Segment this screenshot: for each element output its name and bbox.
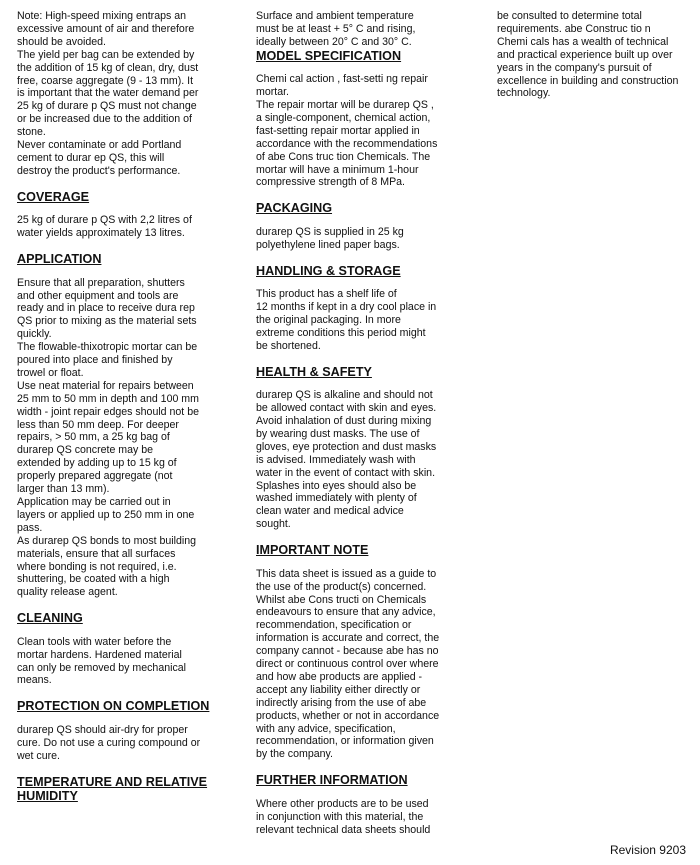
cleaning-text: Clean tools with water before the mortar hardens. Hardened material can only be removed by mechanical means. — [17, 635, 187, 687]
application-text: Ensure that all preparation, shutters and other equipment and tools are ready and in place to receive dura rep QS prior to mixing as the material sets quickly. The flowable-thixotropic mortar can be poured into place and finished by trowel or float. Use neat material for repairs between 25 mm to 50 mm in depth and 100 mm width - joint repair edges should not be less than 50 mm deep. For deeper repairs, > 50 mm, a 25 kg bag of durarep QS concrete may be extended by adding up to 15 kg of properly prepared aggregate (not larger than 13 mm). Application may be carried out in layers or applied up to 250 mm in one pass. As durarep QS bonds to most building materials, ensure that all surfaces where bonding is not required, i.e. shuttering, be coated with a high quality release agent. — [17, 276, 199, 599]
intro-note-text: Note: High-speed mixing entraps an excessive amount of air and therefore should be avoided. The yield per bag can be extended by the addition of 15 kg of clean, dry, dust free, coarse aggregate (9 - 13 mm). It is important that the water demand per 25 kg of durare p QS must not change or be increased due to the addition of stone. Never contaminate or add Portland cement to durar ep QS, this will destroy the product's performance. — [17, 10, 199, 177]
model-specification-text: Chemi cal action , fast-setti ng repair mortar. The repair mortar will be durarep QS , a single-component, chemical action, fast-setting repair mortar applied in accordance with the recommendations of abe Cons truc tion Chemicals. The mortar will have a minimum 1-hour compressive strength of 8 MPa. — [256, 73, 438, 189]
column-right — [497, 10, 693, 100]
packaging-text: durarep QS is supplied in 25 kg polyethylene lined paper bags. — [256, 225, 404, 251]
packaging-heading: PACKAGING — [256, 201, 333, 216]
cleaning-heading: CLEANING — [17, 611, 83, 626]
column-left — [17, 10, 231, 804]
protection-text: durarep QS should air-dry for proper cure. Do not use a curing compound or wet cure. — [17, 723, 201, 762]
temperature-heading: TEMPERATURE AND RELATIVE HUMIDITY — [17, 774, 208, 804]
coverage-heading: COVERAGE — [17, 189, 90, 204]
handling-storage-heading: HANDLING & STORAGE — [256, 263, 401, 278]
revision-label: Revision 9203 — [609, 843, 686, 857]
important-note-text: This data sheet is issued as a guide to the use of the product(s) concerned. Whilst abe Cons tructi on Chemicals endeavours to ensure that any advice, recommendation, specification or information is accurate and correct, the company cannot - because abe has no direct or continuous control over where and how abe products are applied - accept any liability either directly or indirectly arising from the use of abe products, whether or not in accordance with any advice, specification, recommendation, or information given by the company. — [256, 567, 440, 761]
further-information-text-continued: be consulted to determine total requirements. abe Construc tio n Chemi cals has a wealth of technical and practical experience built up over years in the company's pursuit of excellence in building and construction technology. — [497, 10, 679, 100]
coverage-text: 25 kg of durare p QS with 2,2 litres of water yields approximately 13 litres. — [17, 214, 192, 240]
model-specification-heading: MODEL SPECIFICATION — [256, 48, 402, 63]
column-middle — [256, 10, 478, 837]
health-safety-text: durarep QS is alkaline and should not be allowed contact with skin and eyes. Avoid inhalation of dust during mixing by wearing dust masks. The use of gloves, eye protection and dust masks is advised. Immediately wash with water in the event of contact with skin. Splashes into eyes should also be washed immediately with plenty of clean water and medical advice sought. — [256, 389, 437, 531]
health-safety-heading: HEALTH & SAFETY — [256, 364, 372, 379]
further-information-text: Where other products are to be used in conjunction with this material, the relevant technical data sheets should — [256, 797, 431, 836]
temperature-text: Surface and ambient temperature must be at least + 5° C and rising, ideally between 20° C and 30° C. — [256, 10, 416, 48]
further-information-heading: FURTHER INFORMATION — [256, 773, 408, 788]
protection-heading: PROTECTION ON COMPLETION — [17, 699, 210, 714]
application-heading: APPLICATION — [17, 252, 102, 267]
handling-storage-text: This product has a shelf life of 12 months if kept in a dry cool place in the original packaging. In more extreme conditions this period might be shortened. — [256, 288, 437, 352]
important-note-heading: IMPORTANT NOTE — [256, 543, 369, 558]
